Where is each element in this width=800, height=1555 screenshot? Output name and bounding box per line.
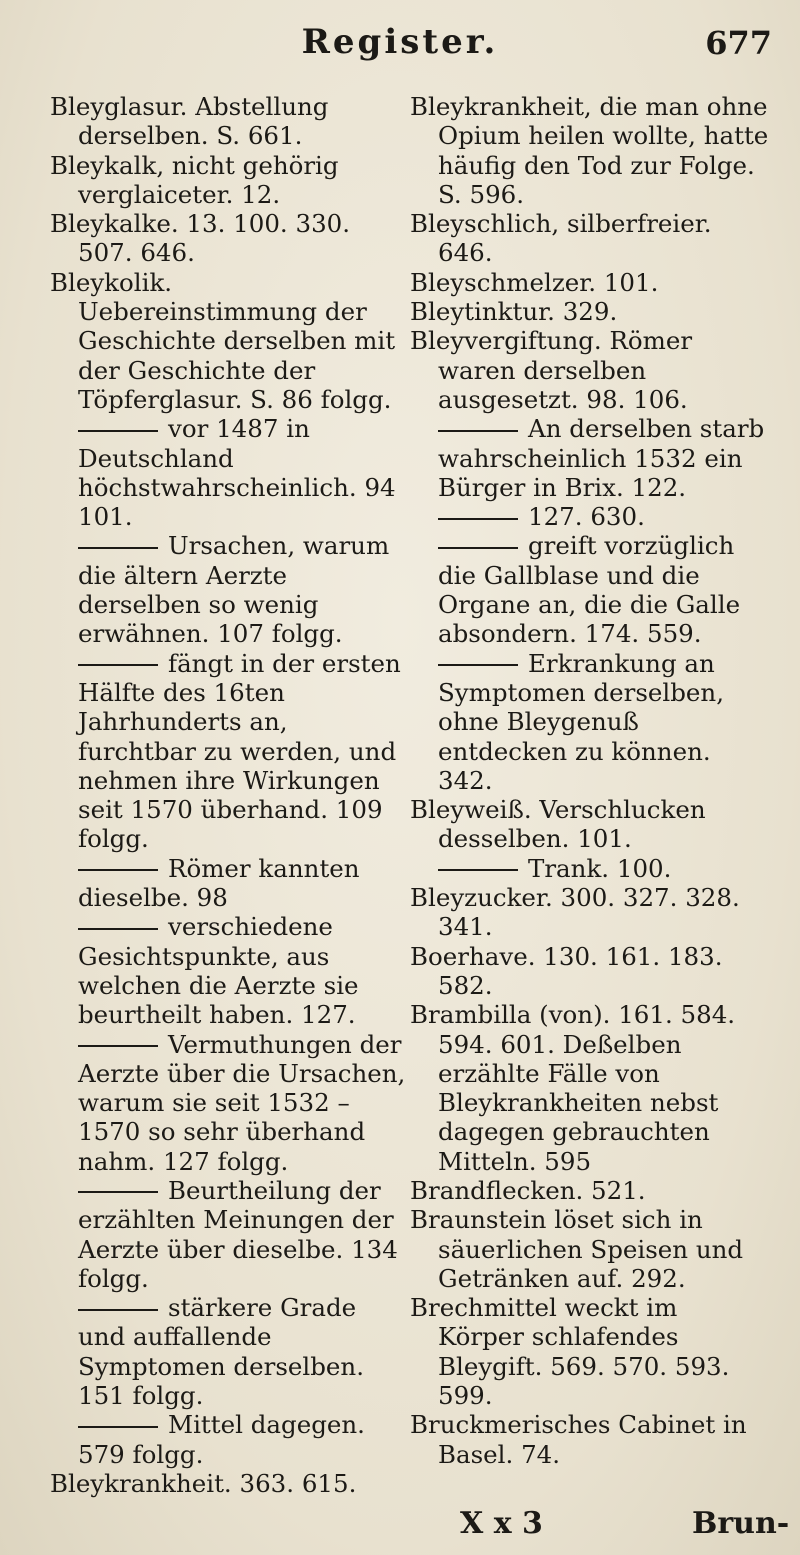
index-entry — [50, 268, 410, 414]
index-entry — [410, 92, 770, 209]
entry-text: Mittel dagegen. 579 folgg. — [78, 1410, 365, 1469]
entry-text: Bleytinktur. 329. — [410, 297, 618, 327]
signature-mark: X x 3 — [460, 1506, 543, 1541]
index-entry — [50, 912, 410, 1029]
repeat-dash — [78, 1045, 158, 1047]
entry-text: Bleyvergiftung. Römer waren derselben ausgesetzt. 98. 106. — [410, 326, 693, 414]
entry-text: Bleykrankheit, die man ohne Opium heilen wollte, hatte häufig den Tod zur Folge. S. 596. — [410, 92, 769, 209]
entry-text: Vermuthungen der Aerzte über die Ursachen, warum sie seit 1532 – 1570 so sehr überhand nahm. 127 folgg. — [78, 1029, 406, 1176]
entry-text: Bleyschmelzer. 101. — [410, 267, 659, 297]
index-entry — [50, 1469, 410, 1498]
entry-text: Beurtheilung der erzählten Meinungen der Aerzte über dieselbe. 134 folgg. — [78, 1175, 398, 1293]
repeat-dash — [78, 1191, 158, 1193]
index-entry — [50, 1030, 410, 1176]
running-head — [0, 22, 800, 72]
catchword: Brun- — [692, 1506, 790, 1541]
repeat-dash — [78, 664, 158, 666]
index-entry — [410, 1205, 770, 1293]
entry-text: An derselben starb wahrscheinlich 1532 ein Bürger in Brix. 122. — [438, 414, 765, 502]
index-entry — [50, 92, 410, 151]
repeat-dash — [438, 430, 518, 432]
index-entry — [50, 649, 410, 854]
index-entry — [410, 795, 770, 854]
entry-text: fängt in der ersten Hälfte des 16ten Jahrhunderts an, furchtbar zu werden, und nehmen ihre Wirkungen seit 1570 überhand. 109 folgg. — [78, 648, 401, 854]
entry-text: Brandflecken. 521. — [410, 1175, 646, 1205]
repeat-dash — [438, 664, 518, 666]
entry-text: Bleykalk, nicht gehörig verglaiceter. 12. — [50, 150, 339, 209]
repeat-dash — [438, 869, 518, 871]
repeat-dash — [438, 518, 518, 520]
repeat-dash — [438, 547, 518, 549]
entry-text: 127. 630. — [528, 502, 645, 532]
entry-text: Erkrankung an Symptomen derselben, ohne Bleygenuß entdecken zu können. 342. — [438, 648, 724, 795]
index-entry — [410, 854, 770, 883]
entry-text: verschiedene Gesichtspunkte, aus welchen die Aerzte sie beurtheilt haben. 127. — [78, 912, 359, 1030]
index-entry — [410, 268, 770, 297]
index-entry — [410, 649, 770, 795]
entry-text: Bruckmerisches Cabinet in Basel. 74. — [410, 1410, 747, 1469]
entry-text: Brambilla (von). 161. 584. 594. 601. Deßelben erzählte Fälle von Bleykrankheiten nebst dagegen gebrauchten Mitteln. 595 — [410, 1000, 736, 1176]
index-entry — [50, 531, 410, 648]
entry-text: stärkere Grade und auffallende Symptomen derselben. 151 folgg. — [78, 1293, 364, 1411]
entry-text: Braunstein löset sich in säuerlichen Speisen und Getränken auf. 292. — [410, 1205, 744, 1293]
index-entry — [50, 209, 410, 268]
page-number: 677 — [705, 24, 772, 62]
repeat-dash — [78, 547, 158, 549]
entry-text: Trank. 100. — [528, 853, 672, 883]
index-entry — [410, 502, 770, 531]
entry-text: Römer kannten dieselbe. 98 — [78, 853, 360, 913]
index-entry — [410, 1293, 770, 1410]
repeat-dash — [78, 869, 158, 871]
index-entry — [50, 854, 410, 913]
index-entry — [410, 942, 770, 1001]
page-title: Register. — [301, 22, 499, 62]
entry-text: Bleykolik. Uebereinstimmung der Geschichte derselben mit der Geschichte der Töpferglasur. S. 86 folgg. — [50, 267, 396, 414]
entry-text: Bleyzucker. 300. 327. 328. 341. — [410, 883, 740, 942]
index-entry — [410, 1176, 770, 1205]
repeat-dash — [78, 430, 158, 432]
entry-text: Bleyglasur. Abstellung derselben. S. 661. — [50, 92, 329, 151]
index-entry — [50, 1176, 410, 1293]
entry-text: greift vorzüglich die Gallblase und die Organe an, die die Galle absondern. 174. 559. — [438, 531, 741, 649]
index-entry — [50, 414, 410, 531]
index-entry — [50, 1410, 410, 1469]
entry-text: Boerhave. 130. 161. 183. 582. — [410, 941, 723, 1000]
entry-text: Bleyweiß. Verschlucken desselben. 101. — [410, 795, 706, 854]
index-entry — [50, 151, 410, 210]
index-entry — [410, 1410, 770, 1469]
index-entry — [410, 1000, 770, 1176]
repeat-dash — [78, 1309, 158, 1311]
right-column — [410, 92, 770, 1469]
index-entry — [50, 1293, 410, 1410]
index-entry — [410, 297, 770, 326]
entry-text: vor 1487 in Deutschland höchstwahrscheinlich. 94 101. — [78, 414, 396, 532]
index-entry — [410, 209, 770, 268]
index-entry — [410, 414, 770, 502]
repeat-dash — [78, 1426, 158, 1428]
repeat-dash — [78, 928, 158, 930]
index-entry — [410, 531, 770, 648]
index-entry — [410, 883, 770, 942]
entry-text: Bleyschlich, silberfreier. 646. — [410, 209, 712, 268]
entry-text: Bleykrankheit. 363. 615. — [50, 1468, 357, 1498]
entry-text: Bleykalke. 13. 100. 330. 507. 646. — [50, 209, 351, 268]
entry-text: Ursachen, warum die ältern Aerzte derselben so wenig erwähnen. 107 folgg. — [78, 531, 390, 649]
left-column — [50, 92, 410, 1498]
index-entry — [410, 326, 770, 414]
entry-text: Brechmittel weckt im Körper schlafendes Bleygift. 569. 570. 593. 599. — [410, 1293, 730, 1411]
